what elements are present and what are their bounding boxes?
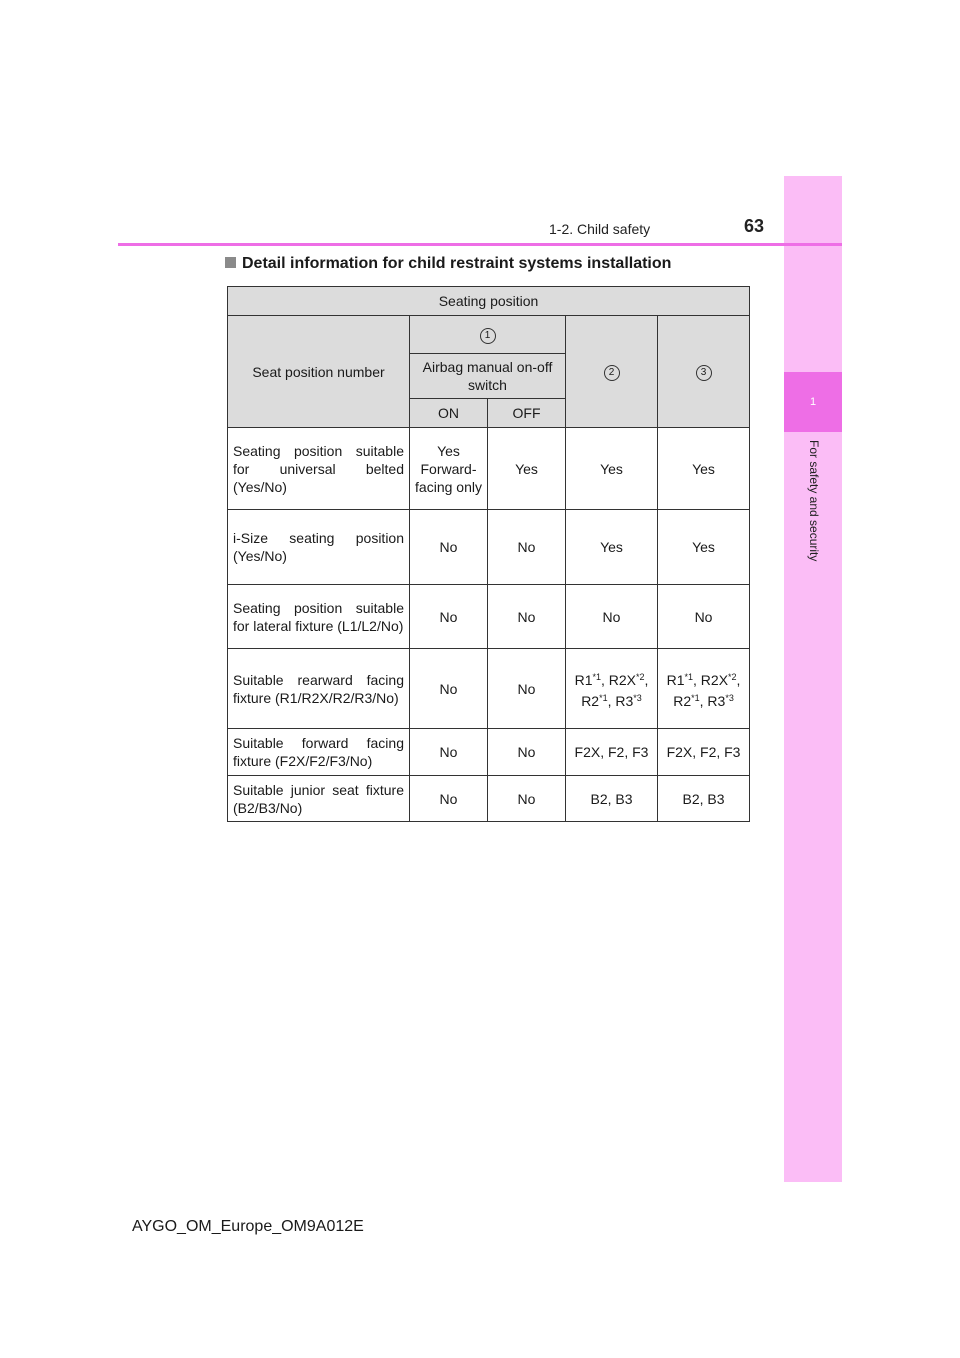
cell-off: No	[488, 585, 566, 649]
cell-seat-3: R1$^{*1}$, $R2X^{*2}$, R2$^{*1}$, R3$^{*3}$	[658, 649, 750, 729]
cell-seat-3: Yes	[658, 428, 750, 510]
chapter-side-tab	[784, 176, 842, 1182]
cell-seat-2: B2, B3	[566, 776, 658, 822]
table-row	[228, 585, 750, 649]
cell-seat-2: R1$^{*1}$, $R2X^{*2}$, R2$^{*1}$, R3$^{*3}$	[566, 649, 658, 729]
airbag-on-label: ON	[410, 399, 488, 428]
table-row	[228, 510, 750, 585]
cell-on: No	[410, 585, 488, 649]
row-label: Suitable rearward facing fixture (R1/R2X/R2/R3/No)	[228, 649, 410, 729]
seating-position-header: Seating position	[228, 287, 750, 316]
cell-seat-2: Yes	[566, 428, 658, 510]
cell-on: No	[410, 649, 488, 729]
cell-seat-3: No	[658, 585, 750, 649]
cell-seat-2: F2X, F2, F3	[566, 729, 658, 776]
cell-seat-3: B2, B3	[658, 776, 750, 822]
cell-on: No	[410, 510, 488, 585]
row-label: Suitable junior seat fixture (B2/B3/No)	[228, 776, 410, 822]
cell-seat-2: No	[566, 585, 658, 649]
seat-1-header	[410, 316, 566, 354]
cell-off: No	[488, 776, 566, 822]
table-row	[228, 729, 750, 776]
cell-off: No	[488, 649, 566, 729]
seat-1-circled-icon: 1	[480, 328, 496, 344]
cell-on: No	[410, 729, 488, 776]
row-label: i-Size seating position (Yes/No)	[228, 510, 410, 585]
row-label: Seating position suitable for universal belted (Yes/No)	[228, 428, 410, 510]
document-code-footer: AYGO_OM_Europe_OM9A012E	[132, 1218, 364, 1235]
chapter-number-badge: 1	[784, 372, 842, 432]
airbag-off-label: OFF	[488, 399, 566, 428]
cell-off: Yes	[488, 428, 566, 510]
seat-3-circled-icon: 3	[696, 365, 712, 381]
header-divider	[118, 243, 842, 246]
airbag-switch-label: Airbag manual on-off switch	[410, 354, 566, 399]
cell-on: Yes Forward-facing only	[410, 428, 488, 510]
cell-off: No	[488, 510, 566, 585]
row-label: Seating position suitable for lateral fixture (L1/L2/No)	[228, 585, 410, 649]
table-row	[228, 428, 750, 510]
child-restraint-table	[227, 286, 750, 822]
square-bullet-icon	[225, 257, 236, 268]
seat-number-label: Seat position number	[228, 316, 410, 428]
table-row	[228, 649, 750, 729]
cell-on: No	[410, 776, 488, 822]
cell-seat-3: Yes	[658, 510, 750, 585]
section-title-text: Detail information for child restraint systems installation	[242, 255, 672, 272]
table-row	[228, 776, 750, 822]
seat-2-circled-icon: 2	[604, 365, 620, 381]
cell-seat-2: Yes	[566, 510, 658, 585]
seat-2-header	[566, 316, 658, 428]
cell-seat-3: F2X, F2, F3	[658, 729, 750, 776]
cell-off: No	[488, 729, 566, 776]
row-label: Suitable forward facing fixture (F2X/F2/F3/No)	[228, 729, 410, 776]
seat-3-header	[658, 316, 750, 428]
chapter-label: For safety and security	[807, 440, 821, 562]
section-title	[225, 255, 671, 273]
page-number: 63	[744, 216, 765, 236]
section-breadcrumb: 1-2. Child safety	[549, 221, 651, 237]
